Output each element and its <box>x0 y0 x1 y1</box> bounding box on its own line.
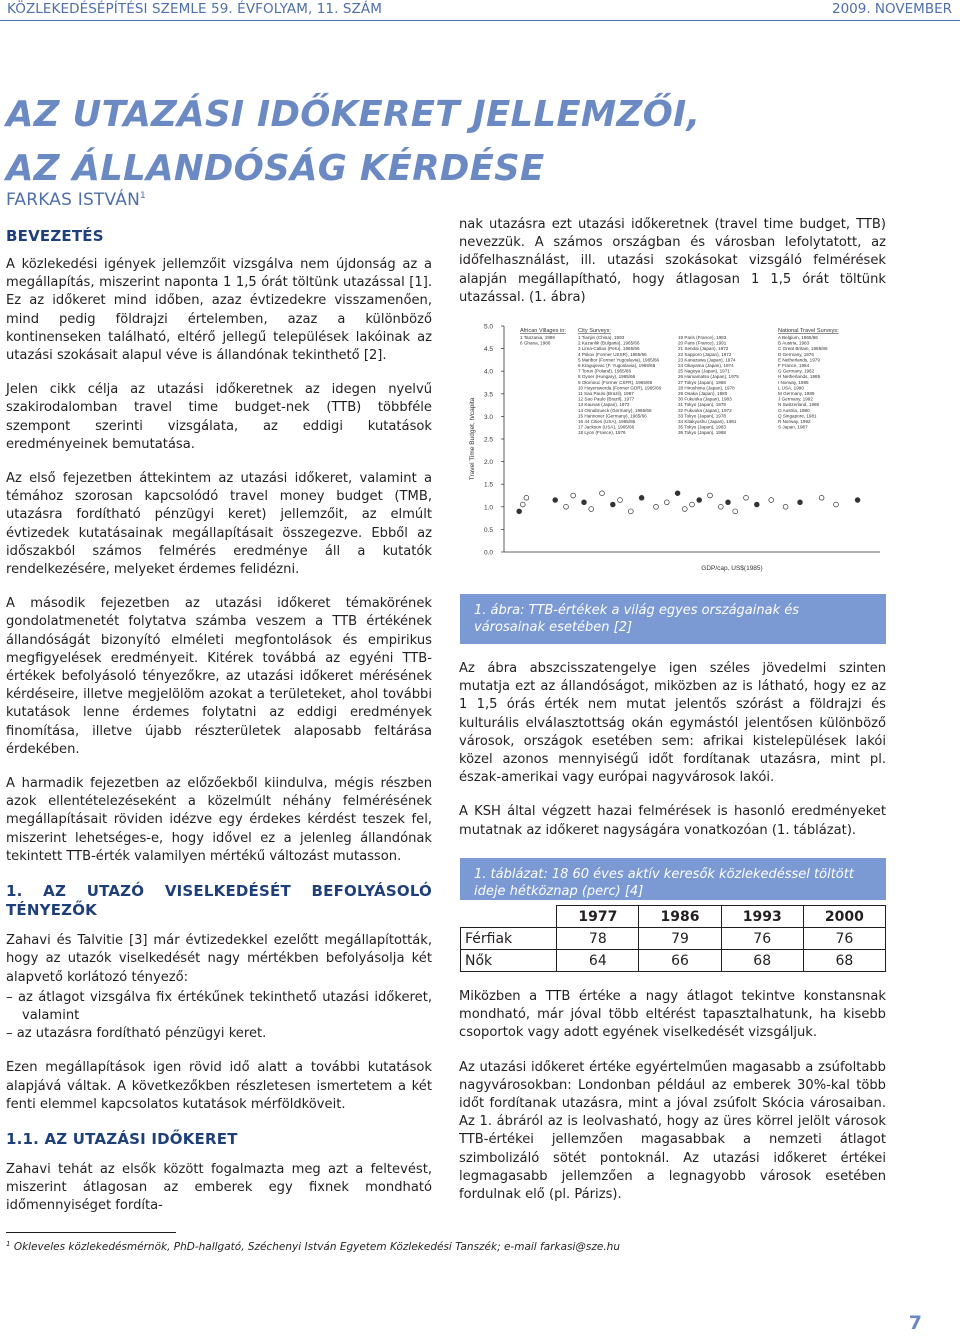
y-axis-label: Travel Time Budget, h/capita <box>469 397 476 481</box>
legend-item-city: 18 Lyon (France), 1976 <box>578 430 626 436</box>
legend-item-city: 2 Kazanlik (Bulgaria), 1965/66 <box>578 340 640 346</box>
legend-item-national: Q Singapore, 1981 <box>778 413 817 419</box>
legend-item-city: 21 Sendai (Japan), 1972 <box>678 346 729 352</box>
author <box>6 190 146 210</box>
header-rule <box>0 20 960 21</box>
legend-item-city: 36 Tokyo (Japan), 1988 <box>678 430 726 436</box>
paragraph: A harmadik fejezetben az előzőekből kiindulva, mégis részben azok ellentételezéseként a közelmúlt néhány felmérésének megállapításait röviden idézve egy érdekes kérdést teszek fel, miszerint lehetséges-e, hogy idővel ez a jelenleg állandónak tekintett TTB-érték valamilyen mértékű változást mutasson. <box>6 776 432 864</box>
legend-item-national: J Germany, 1992 <box>778 396 813 402</box>
legend-item-city: 17 Jackson (USA), 1965/66 <box>578 424 635 430</box>
data-point <box>600 491 605 496</box>
left-column <box>6 227 432 1232</box>
data-point <box>754 502 759 507</box>
legend-item-national: H Netherlands, 1985 <box>778 374 821 380</box>
y-tick-label: 3.0 <box>484 413 494 421</box>
legend-item-city: 4 Pskov (Former USSR), 1965/66 <box>578 351 647 357</box>
data-point <box>517 509 522 514</box>
legend-item-city: 1 Tianjin (China), 1993 <box>578 335 625 340</box>
legend-item-african: 1 Tanzania, 1986 <box>520 335 555 340</box>
data-point <box>664 500 669 505</box>
y-tick-label: 2.5 <box>484 436 494 444</box>
legend-item-city: 12 Sao Paulo (Brazil), 1977 <box>578 396 635 402</box>
data-point <box>708 493 713 498</box>
table-cell: 68 <box>721 950 803 972</box>
paragraph: Zahavi és Talvitie [3] már évtizedekkel ezelőtt megállapították, hogy az utazók viselkedését nagy mértékben befolyásolja két alapvető korlátozó tényező: <box>6 933 432 985</box>
data-point <box>520 502 525 507</box>
legend-item-city: 30 Fukuoka (Japan), 1983 <box>678 396 732 402</box>
paragraph: A KSH által végzett hazai felmérések is hasonló eredményeket mutatnak az időkeret nagyságára vonatkozóan (1. táblázat). <box>459 804 886 838</box>
legend-item-national: I Norway, 1985 <box>778 379 809 385</box>
table-cell: 64 <box>557 950 639 972</box>
row-label: Férfiak <box>461 928 557 950</box>
title-line-1: AZ UTAZÁSI IDŐKERET JELLEMZŐI, <box>6 94 701 135</box>
data-point <box>654 504 659 509</box>
y-tick-label: 2.0 <box>484 459 494 467</box>
year-header: 1986 <box>639 906 721 928</box>
data-point <box>855 498 860 503</box>
data-point <box>690 502 695 507</box>
data-point <box>726 500 731 505</box>
legend-item-city: 27 Tokyo (Japan), 1968 <box>678 379 726 385</box>
data-point <box>744 495 749 500</box>
paragraph: A második fejezetben az utazási időkeret témakörének gondolatmenetét folytatva számba veszem a TTB értékének állandóságát bizonyító elméleti megfontolások és empirikus megfigyelések eredményeit. Kitérek továbbá az egyéni TTB-értékek befolyásoló tényezőkre, az utazási időkeret mérésének kérdéseire, illetve megjelölöm azokat a területeket, ahol további kutatások lenne érdemes folytatni az eddigi eredmények finomítása, illetve újabb részterületek alaposabb feltárása érdekében. <box>6 596 432 757</box>
legend-item-national: G Germany, 1982 <box>778 368 815 374</box>
right-column-top <box>459 216 886 323</box>
data-point <box>718 504 723 509</box>
table-caption: 1. táblázat: 18 60 éves aktív keresők közlekedéssel töltött ideje hétköznap (perc) [4] <box>460 858 886 900</box>
data-point <box>524 495 529 500</box>
data-point <box>564 504 569 509</box>
table-row <box>461 950 886 972</box>
legend-item-city: 19 Paris (France), 1983 <box>678 335 727 340</box>
data-point <box>769 498 774 503</box>
paragraph: A közlekedési igények jellemzőit vizsgálva nem újdonság az a megállapítás, miszerint naponta 1 1,5 órát töltünk utazással [1]. Ez az időkeret mind időben, azaz évtizedekre visszamenően, mind pedig földrajzi értelemben, azaz a különböző kontinenseken található, eltérő jellegű települések lakóinak az utazási szokásait alapul véve is állandónak tekinthető [2]. <box>6 257 432 364</box>
y-tick-label: 4.0 <box>484 368 494 376</box>
legend-item-city: 16 44 Cities (USA), 1965/66 <box>578 419 636 424</box>
table-row <box>461 928 886 950</box>
legend-item-city: 20 Paris (France), 1991 <box>678 340 727 346</box>
legend-item-national: L USA, 1990 <box>778 385 804 391</box>
right-column-bottom <box>459 988 886 1220</box>
legend-item-city: 6 Kragujevac (F. Yugoslavia), 1965/66 <box>578 363 656 368</box>
legend-item-city: 22 Sapporo (Japan), 1972 <box>678 351 732 357</box>
legend-item-city: 7 Torun (Poland), 1965/66 <box>578 368 632 374</box>
y-tick-label: 4.5 <box>484 346 494 354</box>
heading-section-1-1: 1.1. AZ UTAZÁSI IDŐKERET <box>6 1129 238 1148</box>
footnote-text: Okleveles közlekedésmérnök, PhD-hallgató, Széchenyi István Egyetem Közlekedési Tanszék; e-mail farkasi@sze.hu <box>13 1241 620 1253</box>
table-cell: 68 <box>803 950 885 972</box>
legend-title-african: African Villages in: <box>520 328 566 334</box>
year-header: 1977 <box>557 906 639 928</box>
legend-item-city: 24 Okayama (Japan), 1974 <box>678 363 734 368</box>
paragraph: Ezen megállapítások igen rövid idő alatt a további kutatások alapjává váltak. A következőkben részletesen ismertetem a két fenti elemmel kapcsolatos kutatások mérföldköveit. <box>6 1060 432 1112</box>
legend-item-city: 9 Olomouc (Former CSFR), 1965/66 <box>578 379 653 385</box>
data-point <box>610 502 615 507</box>
legend-item-national: F France, 1984 <box>778 363 810 368</box>
legend-item-city: 13 Kaunas (Japan), 1972 <box>578 402 630 408</box>
row-label: Nők <box>461 950 557 972</box>
data-points <box>517 491 860 514</box>
legend-item-city: 8 Gyoer (Hungary), 1965/66 <box>578 374 636 380</box>
footnote <box>6 1240 620 1253</box>
running-header <box>0 0 960 20</box>
paragraph: Az első fejezetben áttekintem az utazási időkeret, valamint a témához szorosan kapcsolódó travel money budget (TMB, utazásra fordítható pénzügyi keret) jellemzőit, az elmúlt évtizedek kutatásainak megállapításait összegezve. Ebből az időszakból számos felmérés eredménye áll a kutatók rendelkezésére, melyeket érdemes felidézni. <box>6 471 432 578</box>
data-point <box>618 498 623 503</box>
data-point <box>834 502 839 507</box>
legend-item-national: D Germany, 1976 <box>778 351 814 357</box>
table-header-row <box>461 906 886 928</box>
ttb-scatter-chart <box>460 314 886 586</box>
y-tick-label: 3.5 <box>484 391 494 399</box>
legend-item-city: 23 Kanazawa (Japan), 1974 <box>678 357 736 363</box>
paragraph: Jelen cikk célja az utazási időkeretnek az idegen nyelvű szakirodalomban travel time budget-nek (TTB) többféle szempont szerinti vizsgálata, az eddigi kutatások eredményeinek bemutatása. <box>6 382 432 452</box>
data-point <box>697 498 702 503</box>
table-cell: 79 <box>639 928 721 950</box>
legend-item-city: 15 Hannover (Germany), 1965/66 <box>578 413 647 419</box>
y-tick-label: 0.5 <box>484 526 494 534</box>
data-point <box>589 507 594 512</box>
legend-item-city: 3 Lima-Callao (Peru), 1965/66 <box>578 346 640 352</box>
legend-title-national: National Travel Surveys: <box>778 328 839 334</box>
y-tick-label: 1.5 <box>484 481 494 489</box>
legend-item-city: 32 Fukuoka (Japan), 1972 <box>678 407 732 413</box>
legend-item-city: 31 Tokyo (Japan), 1978 <box>678 402 726 408</box>
data-point <box>798 500 803 505</box>
paragraph: nak utazásra ezt utazási időkeretnek (travel time budget, TTB) nevezzük. A számos országban és városban lefolytatott, az időfelhasználást, ill. utazási szokásokat vizsgáló felmérések alapján megállapítható, hogy átlagosan 1 1,5 órát töltünk utazással. (1. ábra) <box>459 217 886 305</box>
table-corner <box>461 906 557 928</box>
year-header: 1993 <box>721 906 803 928</box>
legend-item-city: 28 Hiroshima (Japan), 1978 <box>678 385 735 391</box>
legend-item-national: S Japan, 1987 <box>778 424 808 430</box>
title-line-2: AZ ÁLLANDÓSÁG KÉRDÉSE <box>6 148 545 189</box>
list-item: – az utazásra fordítható pénzügyi keret. <box>6 1026 267 1042</box>
legend-item-city: 29 Osaka (Japan), 1980 <box>678 391 728 396</box>
issue-date: 2009. NOVEMBER <box>831 1 952 17</box>
legend-item-national: O Austria, 1980 <box>778 407 810 413</box>
legend-item-city: 25 Nagoya (Japan), 1971 <box>678 368 730 374</box>
page-number: 7 <box>908 1312 922 1334</box>
data-point <box>675 491 680 496</box>
data-point <box>571 493 576 498</box>
footnote-mark: 1 <box>6 1240 11 1248</box>
figure-caption: 1. ábra: TTB-értékek a világ egyes országainak és városainak esetében [2] <box>460 594 886 644</box>
legend-title-city: City Surveys: <box>578 328 611 334</box>
legend-item-african: 6 Ghana, 1986 <box>520 340 551 346</box>
legend-item-national: A Belgium, 1965/66 <box>778 335 818 340</box>
journal-name: KÖZLEKEDÉSÉPÍTÉSI SZEMLE 59. ÉVFOLYAM, 11. SZÁM <box>7 1 382 17</box>
right-column-middle <box>459 660 886 856</box>
table-cell: 76 <box>721 928 803 950</box>
chart-legend <box>520 328 839 435</box>
data-point <box>639 495 644 500</box>
y-tick-label: 1.0 <box>484 504 494 512</box>
data-point <box>682 507 687 512</box>
legend-item-national: R Norway, 1992 <box>778 419 811 424</box>
data-point <box>553 498 558 503</box>
author-footnote-mark: 1 <box>140 191 146 201</box>
legend-item-national: E Netherlands, 1979 <box>778 357 820 363</box>
legend-item-city: 5 Maribor (Former Yugoslavia), 1965/66 <box>578 357 660 363</box>
paragraph: Az ábra abszcisszatengelye igen széles jövedelmi szinten mutatja ezt az állandóságot, miközben az is látható, hogy ez az 1 1,5 órás érték nem mutat jelentős szórást a földrajzi és kulturális elválasztottság okán egymástól jelentősen különböző városok, országok esetében sem: afrikai kistelepülések lakói közel azonos mennyiségű időt fordítanak utazásra, mint pl. észak-amerikai vagy európai nagyvárosok lakói. <box>459 661 886 786</box>
legend-item-national: M Germany, 1989 <box>778 391 815 396</box>
data-point <box>819 495 824 500</box>
x-axis-label: GDP/cap, US$(1985) <box>701 565 763 572</box>
paragraph: Miközben a TTB értéke a nagy átlagot tekintve konstansnak mondható, már jóval több eltérést tapasztalhatunk, ha kisebb csoportok vagy adott egyének viselkedését vizsgáljuk. <box>459 989 886 1041</box>
list-item: – az átlagot vizsgálva fix értékűnek tekinthető utazási időkeret, valamint <box>6 989 432 1023</box>
data-point <box>733 509 738 514</box>
table-cell: 66 <box>639 950 721 972</box>
table-cell: 76 <box>803 928 885 950</box>
legend-item-city: 33 Tokyo (Japan), 1978 <box>678 413 726 419</box>
author-name: FARKAS ISTVÁN <box>6 190 141 210</box>
commute-time-table <box>460 905 886 972</box>
legend-item-city: 14 Osnabrueck (Germany), 1965/66 <box>578 407 652 413</box>
y-tick-label: 5.0 <box>484 323 494 331</box>
legend-item-city: 11 Sao Paulo (Brazil), 1987 <box>578 391 634 396</box>
heading-section-1: 1. AZ UTAZÓ VISELKEDÉSÉT BEFOLYÁSOLÓ TÉNYEZŐK <box>6 882 432 920</box>
heading-intro: BEVEZETÉS <box>6 227 104 245</box>
article-title <box>6 88 700 196</box>
legend-item-city: 10 Hoyerswerda (Former GDR), 1965/66 <box>578 385 662 391</box>
table-cell: 78 <box>557 928 639 950</box>
legend-item-national: N Switzerland, 1989 <box>778 402 820 408</box>
footnote-rule <box>6 1232 176 1233</box>
paragraph: Az utazási időkeret értéke egyértelműen magasabb a zsúfoltabb nagyvárosokban: Londonban például az emberek 30%-kal több időt fordítanak utazásra, mint a jóval zsúfolt Skócia városaiban. Az 1. ábráról az is leolvasható, hogy az üres körrel jelölt városok TTB-értékei jellemzően magasabbak a nemzeti átlagot szimbolizáló sötét pontoknál. Az utazási időkeret értékei legmagasabb jellemzően a legnagyobb városok esetében fordulnak elő (pl. Párizs). <box>459 1059 886 1203</box>
legend-item-national: B Austria, 1983 <box>778 340 810 346</box>
data-point <box>783 504 788 509</box>
legend-item-city: 34 Kitakyushu (Japan), 1981 <box>678 419 737 424</box>
y-tick-label: 0.0 <box>484 549 494 557</box>
legend-item-city: 35 Tokyo (Japan), 1983 <box>678 424 726 430</box>
data-point <box>582 500 587 505</box>
legend-item-national: C Great Britain, 1985/86 <box>778 346 828 352</box>
data-point <box>628 509 633 514</box>
paragraph: Zahavi tehát az elsők között fogalmazta meg azt a feltevést, miszerint átlagosan az emberek egy fixnek mondható időmennyiséget fordíta- <box>6 1161 432 1214</box>
legend-item-city: 26 Hamamatsu (Japan), 1975 <box>678 374 739 380</box>
year-header: 2000 <box>803 906 885 928</box>
